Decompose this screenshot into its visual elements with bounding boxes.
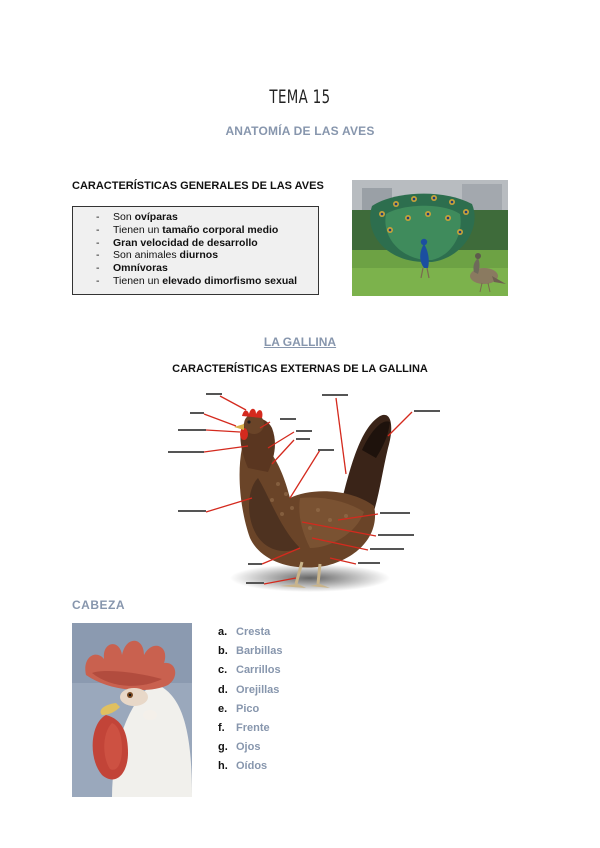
head-part-item bbox=[218, 664, 282, 683]
characteristic-bold-text: Omnívoras bbox=[113, 262, 168, 275]
head-part-item bbox=[218, 722, 282, 741]
characteristics-box bbox=[72, 206, 319, 295]
head-part-marker: c. bbox=[218, 664, 228, 677]
page-subtitle: ANATOMÍA DE LAS AVES bbox=[225, 124, 375, 138]
characteristic-bold-text: Gran velocidad de desarrollo bbox=[113, 236, 258, 249]
characteristic-text: Tienen un bbox=[113, 223, 163, 236]
head-part-item bbox=[218, 645, 282, 664]
characteristic-bold-text: ovíparas bbox=[134, 211, 178, 223]
head-part-name: Carrillos bbox=[236, 664, 281, 677]
peacock-photo bbox=[352, 180, 508, 296]
head-part-name: Frente bbox=[236, 721, 270, 734]
head-part-name: Pico bbox=[236, 702, 260, 715]
head-part-item bbox=[218, 684, 282, 703]
cabeza-heading: CABEZA bbox=[72, 598, 125, 612]
head-part-marker: h. bbox=[218, 760, 228, 773]
characteristic-bold-text: diurnos bbox=[179, 249, 219, 262]
characteristic-bold-text: tamaño corporal medio bbox=[162, 223, 279, 236]
characteristic-item bbox=[93, 262, 318, 275]
head-part-item bbox=[218, 760, 282, 779]
characteristic-item bbox=[93, 237, 318, 250]
page-title: TEMA 15 bbox=[269, 86, 331, 108]
characteristic-text: Tienen un bbox=[113, 274, 163, 287]
external-characteristics-heading: CARACTERÍSTICAS EXTERNAS DE LA GALLINA bbox=[172, 363, 428, 375]
head-part-name: Barbillas bbox=[236, 645, 283, 658]
head-part-marker: b. bbox=[218, 645, 228, 658]
characteristic-item bbox=[93, 275, 318, 288]
head-part-item bbox=[218, 703, 282, 722]
head-parts-ordered-list bbox=[218, 626, 282, 780]
head-part-marker: g. bbox=[218, 741, 228, 754]
head-parts-list bbox=[218, 626, 282, 780]
characteristic-text: Son animales bbox=[113, 249, 180, 262]
hen-diagram bbox=[150, 388, 450, 598]
head-part-marker: d. bbox=[218, 683, 228, 696]
head-part-name: Oídos bbox=[236, 760, 268, 773]
characteristic-text: Son bbox=[113, 211, 135, 223]
head-part-marker: f. bbox=[218, 721, 225, 734]
characteristic-item bbox=[93, 249, 318, 262]
head-part-item bbox=[218, 626, 282, 645]
rooster-head-photo bbox=[72, 623, 192, 797]
characteristic-item bbox=[93, 224, 318, 237]
head-part-marker: e. bbox=[218, 702, 228, 715]
characteristic-item bbox=[93, 211, 318, 224]
head-part-name: Ojos bbox=[236, 741, 261, 754]
head-part-name: Cresta bbox=[236, 626, 271, 638]
characteristics-list bbox=[93, 211, 318, 288]
head-part-marker: a. bbox=[218, 626, 228, 638]
characteristic-bold-text: elevado dimorfismo sexual bbox=[162, 274, 298, 287]
head-part-item bbox=[218, 741, 282, 760]
head-part-name: Orejillas bbox=[236, 683, 280, 696]
general-characteristics-heading: CARACTERÍSTICAS GENERALES DE LAS AVES bbox=[72, 180, 324, 192]
la-gallina-heading: LA GALLINA bbox=[263, 335, 337, 349]
